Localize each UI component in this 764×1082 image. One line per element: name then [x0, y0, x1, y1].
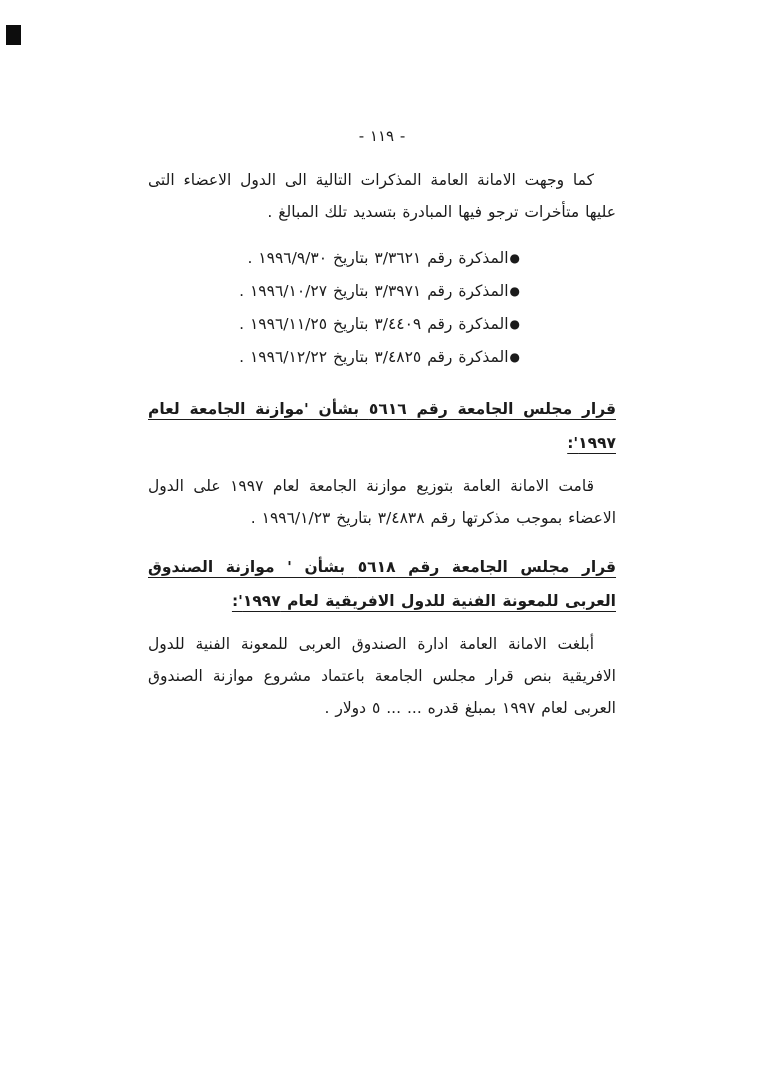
memo-text: المذكرة رقم ٣/٣٦٢١ بتاريخ ١٩٩٦/٩/٣٠ . [247, 249, 509, 267]
section2-heading: قرار مجلس الجامعة رقم ٥٦١٨ بشأن ' موازنة الصندوق العربى للمعونة الفنية للدول الافريقية لعام ١٩٩٧': [148, 558, 617, 610]
intro-paragraph: كما وجهت الامانة العامة المذكرات التالية الى الدول الاعضاء التى عليها متأخرات ترجو فيها المبادرة بتسديد تلك المبالغ . [148, 171, 616, 221]
memo-item [148, 308, 520, 341]
bullet-icon: ● [509, 350, 520, 364]
memo-list [148, 242, 520, 374]
section2-body: أبلغت الامانة العامة ادارة الصندوق العربى للمعونة الفنية للدول الافريقية بنص قرار مجلس الجامعة باعتماد مشروع موازنة الصندوق العربى لعام ١٩٩٧ بمبلغ قدره ... ... ٥ دولار . [148, 635, 616, 717]
bullet-icon: ● [509, 284, 520, 298]
section1-heading: قرار مجلس الجامعة رقم ٥٦١٦ بشأن 'موازنة الجامعة لعام ١٩٩٧': [148, 400, 616, 452]
memo-item [148, 341, 520, 374]
memo-text: المذكرة رقم ٣/٣٩٧١ بتاريخ ١٩٩٦/١٠/٢٧ . [239, 282, 509, 300]
section1-body: قامت الامانة العامة بتوزيع موازنة الجامعة لعام ١٩٩٧ على الدول الاعضاء بموجب مذكرتها رقم ٣/٤٨٣٨ بتاريخ ١٩٩٦/١/٢٣ . [148, 477, 616, 527]
bullet-icon: ● [509, 317, 520, 331]
memo-item [148, 275, 520, 308]
memo-text: المذكرة رقم ٣/٤٨٢٥ بتاريخ ١٩٩٦/١٢/٢٢ . [239, 348, 509, 366]
memo-text: المذكرة رقم ٣/٤٤٠٩ بتاريخ ١٩٩٦/١١/٢٥ . [239, 315, 509, 333]
memo-item [148, 242, 520, 275]
page-number: - ١١٩ - [358, 127, 406, 145]
bullet-icon: ● [509, 251, 520, 265]
scan-artifact-mark [6, 25, 21, 45]
